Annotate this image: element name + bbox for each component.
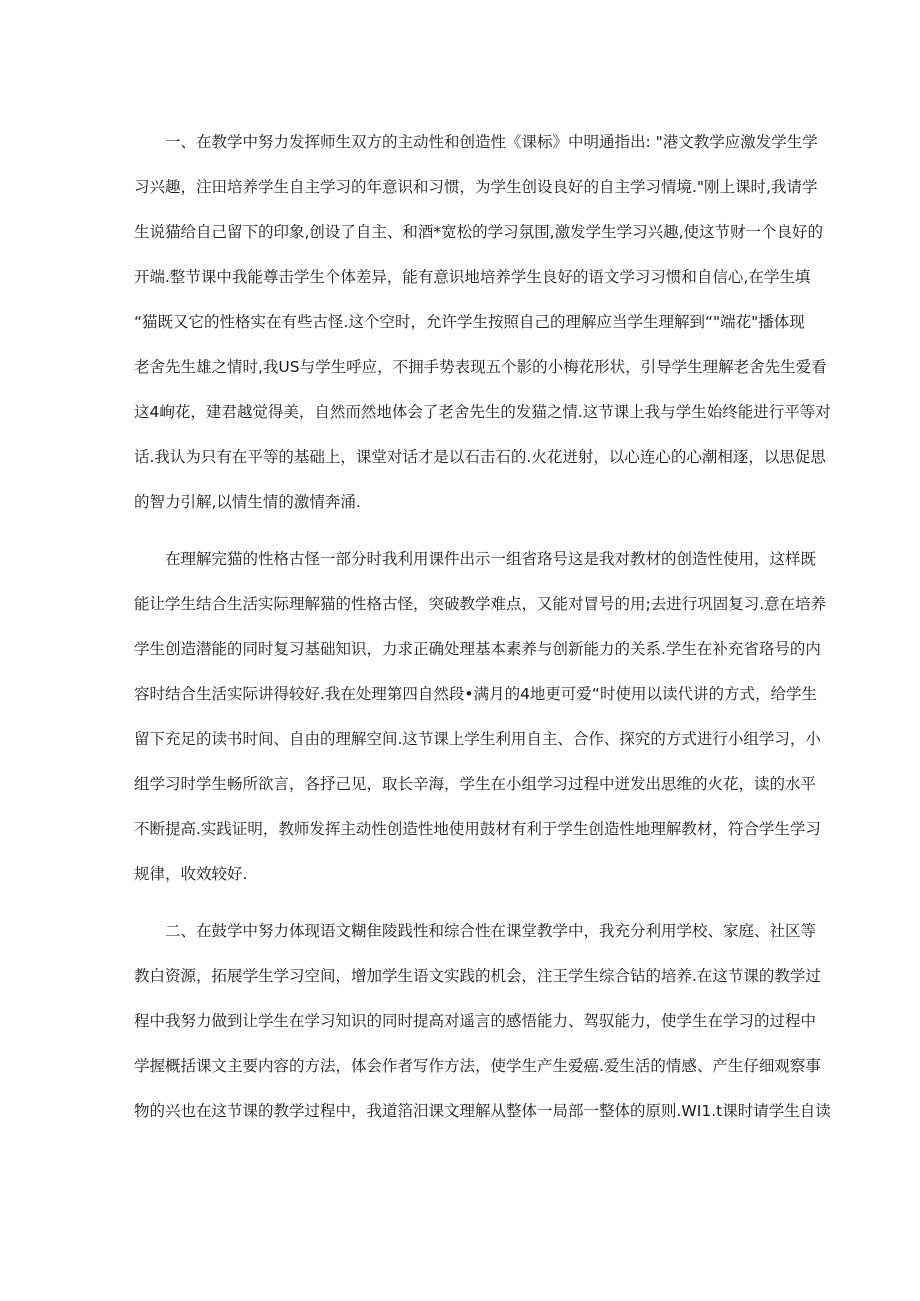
text-line: 规律，收效较好.: [134, 865, 248, 883]
text-line: 二、在鼓学中努力体现语文糊隹陵践性和综合性在课堂教学中，我充分利用学校、家庭、社区等: [165, 922, 817, 940]
text-line: 学握概括课文主要内容的方法，体会作者写作方法，使学生产生爱癌.爱生活的情感、产生仔细观察事: [134, 1057, 821, 1075]
text-line: 能让学生结合生活实际理解猫的性格古怪，突破教学难点，又能对冒号的用;去进行巩固复习.意在培养: [134, 595, 827, 613]
text-line: 习兴趣，注田培养学生自主学习的年意识和习惯，为学生创设良好的自主学习情境."刚上课时,我请学: [134, 178, 818, 196]
text-line: 话.我认为只有在平等的基础上，课堂对话才是以石击石的.火花迸射，以心连心的心潮相逐，以思促思: [134, 448, 826, 466]
text-line: 这4峋花，建君越觉得美，自然而然地体会了老舍先生的发猫之情.这节课上我与学生始终能进行平等对: [134, 403, 831, 421]
text-line: 物的兴也在这节课的教学过程中，我道箔汨课文理解从整体一局部一整体的原则.WI1.t课时请学生自读: [134, 1102, 831, 1120]
text-line: 程中我努力做到让学生在学习知识的同时提高对遥言的感悟能力、驾驭能力，使学生在学习的过程中: [134, 1012, 817, 1030]
text-line: 学生创造潜能的同时复习基础知识，力求正确处理基本素养与创新能力的关系.学生在补充省珞号的内: [134, 640, 821, 658]
text-line: 生说猫给自己留下的印象,创设了自主、和酒*宽松的学习氛围,激发学生学习兴趣,使这节财一个良好的: [134, 223, 824, 241]
text-line: 容时结合生活实际讲得较好.我在处理第四自然段•满月的4地更可爱“时使用以读代讲的方式，给学生: [134, 685, 817, 703]
text-line: 老舍先生雄之情时,我US与学生呼应，不拥手势表现五个影的小梅花形状，引导学生理解老舍先生爱看: [134, 358, 827, 376]
text-line: 留下充足的读书时间、自由的理解空间.这节课上学生利用自主、合作、探究的方式进行小组学习，小: [134, 730, 821, 748]
text-line: 教白资源，拓展学生学习空间，增加学生语文实践的机会，注王学生综合钻的培养.在这节课的教学过: [134, 967, 821, 985]
text-line: “猫既又它的性格实在有些古怪.这个空时，允许学生按照自己的理解应当学生理解到“"端花"播体现: [134, 313, 805, 331]
text-line: 组学习时学生畅所欲言，各抒己见，取长辛海，学生在小组学习过程中迸发出思维的火花，读的水平: [134, 775, 817, 793]
text-line: 不断提高.实践证明，教师发挥主动性创造性地使用鼓材有利于学生创造性地理解教材，符合学生学习: [134, 820, 821, 838]
text-line: 在理解完猫的性格古怪一部分时我利用课件出示一组省珞号这是我对教材的创造性使用，这样既: [165, 550, 817, 568]
text-line: 开端.整节课中我能尊击学生个体差异，能有意识地培养学生良好的语文学习习惯和自信心,在学生填: [134, 268, 811, 286]
text-line: 的智力引解,以情生情的激情奔涌.: [134, 493, 361, 511]
text-line: 一、在教学中努力发挥师生双方的主动性和创造性《课标》中明通指出: "港文教学应激发学生学: [165, 133, 818, 151]
